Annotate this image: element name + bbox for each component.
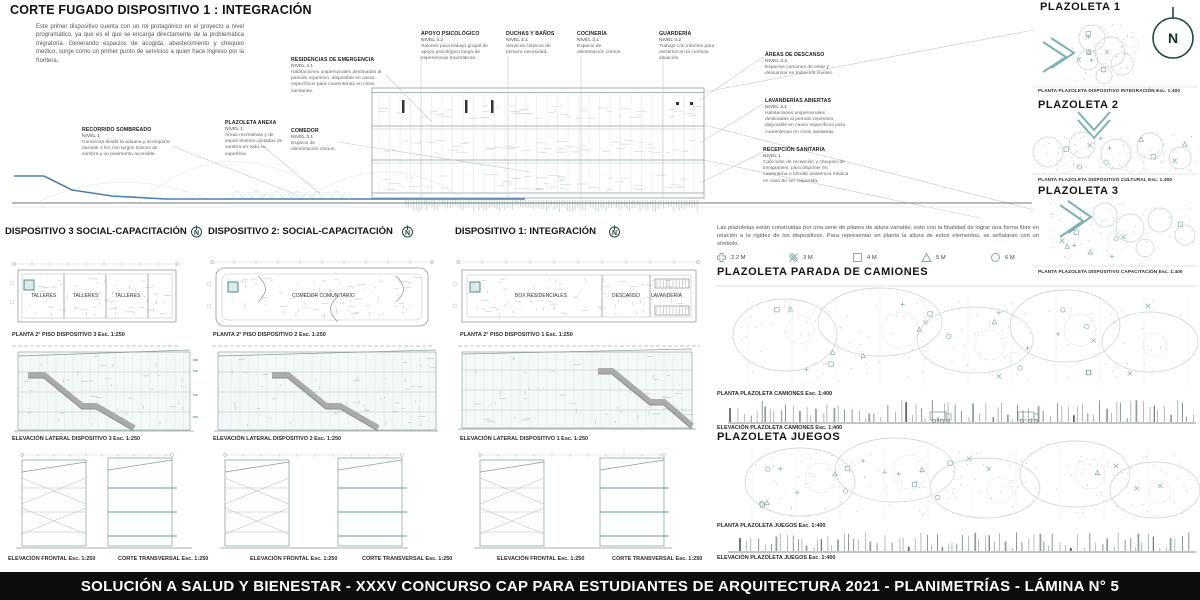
annotation-title: DUCHAS Y BAÑOS [506,31,555,37]
annotation-body: Espacio de alimentación común. [577,43,622,56]
dispositivo-3-title: DISPOSITIVO 3 SOCIAL-CAPACITACIÓN [5,226,187,237]
room-label-comedor-comunitario: COMEDOR COMUNITARIO [292,293,355,299]
room-label-box-residenciales: BOX RESIDENCIALES [515,293,567,299]
plazoleta-3-title: PLAZOLETA 3 [1038,185,1119,197]
annotation-level: NIVEL 1 [763,153,782,159]
annotation-level: NIVEL 1 [82,133,101,139]
annotation-title: APOYO PSICOLÓGICO [421,31,480,37]
juegos-elev-caption: ELEVACIÓN PLAZOLETA JUEGOS Esc. 1:400 [717,555,836,561]
svg-text:N: N [404,229,411,237]
room-label-talleres: TALLERES [31,293,57,299]
annotation-body: Áreas recreativas y de esparcimiento, dotadas de sombra en toda su superficie. [225,132,283,157]
annotation-body: Comienza desde la aduana y acompaña durante 2 km con largos tramos de sombra y un pavimento accesible. [82,139,170,158]
annotation-body: Cubículos de recepción y chequeo de inmigrantes, para disponer en cuarentena o brindar asistencia médica en caso de ser requerida. [763,159,849,184]
triangle-symbol-icon [921,252,932,263]
annotation-plazoleta-anexa [225,120,289,158]
compass-north-label: N [1167,30,1179,46]
legend-item-4m [852,252,877,263]
plan-caption-d3: PLANTA 2° PISO DISPOSITIVO 3 Esc. 1:250 [12,332,125,338]
plazoleta-2-title: PLAZOLETA 2 [1038,99,1119,111]
room-label-descanso: DESCANSO [612,293,641,299]
corte-intro: Este primer dispositivo cuenta con un rol protagónico en el proyecto a nivel programático, ya que es el que se encarga directamente de la problemática migratoria. Generando espacios de acogida, abastecimiento y chequeo medico, surge como un primer punto de servicios a quien hace ingreso por la frontera. [36,24,244,64]
plazoleta-camiones-title: PLAZOLETA PARADA DE CAMIONES [717,266,929,278]
annotation-apoyo-psicologico [421,31,501,63]
dispositivo-1-title: DISPOSITIVO 1: INTEGRACIÓN [455,226,596,237]
legend-item-2-2m [716,252,746,263]
lateral-elevations-drawing [14,349,696,431]
annotation-cocineria [577,31,629,56]
annotation-level: NIVEL 3.1 [291,134,314,140]
annotation-title: RECEPCIÓN SANITARIA [763,147,826,153]
annotation-title: PLAZOLETA ANEXA [225,120,277,126]
square-symbol-icon [852,252,863,263]
lateral-caption-d1: ELEVACIÓN LATERAL DISPOSITIVO 1 Esc. 1:250 [460,436,589,442]
legend-item-5m [921,252,946,263]
annotation-body: Habitaciones unipersonales destinadas al periodo repentino, disponible en casos específicos para cuarentenas en crisis sanitarias. [291,69,382,94]
legend-label: 6 M [1005,254,1015,261]
lateral-caption-d3: ELEVACIÓN LATERAL DISPOSITIVO 3 Esc. 1:250 [12,436,141,442]
annotation-level: NIVEL 4.2 [421,37,444,43]
legend-item-6m [990,252,1015,263]
annotation-level: NIVEL 1 [225,126,244,132]
frontal-elevations-drawing [16,453,672,548]
frontal-caption-d2: ELEVACIÓN FRONTAL Esc. 1:250 [250,556,338,562]
camiones-plan-caption: PLANTA PLAZOLETA CAMIONES Esc. 1:400 [717,391,833,397]
annotation-level: NIVEL 4.2 [659,37,682,43]
x-symbol-icon [788,252,799,263]
plazoleta-camiones-drawing [715,286,1198,423]
annotation-guarderia [659,31,721,63]
svg-text:N: N [193,229,200,237]
legend-label: 5 M [936,254,946,261]
legend-label: 2.2 M [731,254,746,261]
north-arrow-icon [608,225,621,238]
transversal-caption-d1: CORTE TRANSVERSAL Esc. 1:250 [612,556,703,562]
plazoleta-3-caption: PLANTA PLAZOLETA DISPOSITIVO CAPACITACIÓN Esc. 1:400 [1038,269,1183,274]
annotation-body: Habitaciones unipersonales destinadas al periodo repentino, disponible en casos específicos para cuarentenas en crisis sanitarias. [765,110,845,135]
frontal-caption-d3: ELEVACIÓN FRONTAL Esc. 1:250 [8,556,96,562]
annotation-title: LAVANDERÍAS ABIERTAS [765,98,832,104]
annotation-body: Salones para trabajo grupal de apoyo psicológico luego de experiencias traumáticas. [421,43,488,62]
footer-text: SOLUCIÓN A SALUD Y BIENESTAR - XXXV CONCURSO CAP PARA ESTUDIANTES DE ARQUITECTURA 2021 - PLANIMETRÍAS - LÁMINA N° 5 [80,577,1120,595]
annotation-areas-descanso [765,52,843,77]
room-label-talleres: TALLERES [115,293,141,299]
annotation-level: NIVEL 3.2 [765,58,788,64]
plan-caption-d2: PLANTA 2° PISO DISPOSITIVO 2 Esc. 1:250 [213,332,326,338]
plazoleta-1-caption: PLANTA PLAZOLETA DISPOSITIVO INTEGRACIÓN Esc. 1:400 [1038,88,1181,93]
legend-label: 4 M [867,254,877,261]
north-arrow-icon [401,225,414,238]
annotation-recepcion-sanitaria [763,147,851,185]
annotation-comedor [291,128,341,153]
annotation-level: NIVEL 4.1 [291,63,314,69]
annotation-title: COMEDOR [291,128,319,134]
transversal-caption-d3: CORTE TRANSVERSAL Esc. 1:250 [118,556,209,562]
cross-symbol-icon [716,252,727,263]
annotation-recorrido-sombreado [82,127,170,159]
annotation-title: GUARDERÍA [659,31,692,37]
camiones-elev-caption: ELEVACIÓN PLAZOLETA CAMIONES Esc. 1:400 [717,425,843,431]
transversal-caption-d2: CORTE TRANSVERSAL Esc. 1:250 [362,556,453,562]
plazoleta-juegos-title: PLAZOLETA JUEGOS [717,431,841,443]
annotation-lavanderias-abiertas [765,98,845,136]
annotation-title: RECORRIDO SOMBREADO [82,127,152,133]
annotation-body: Espacios comunes de estar y descanzar en todos los niveles. [765,64,834,77]
frontal-caption-d1: ELEVACIÓN FRONTAL Esc. 1:250 [497,556,585,562]
plazoleta-1-title: PLAZOLETA 1 [1040,1,1121,13]
corte-title: CORTE FUGADO DISPOSITIVO 1 : INTEGRACIÓN [10,3,312,17]
plazoleta-2-caption: PLANTA PLAZOLETA DISPOSITIVO CULTURAL Esc. 1:400 [1038,177,1173,182]
legend-item-3m [788,252,813,263]
juegos-pl an-caption: PLANTA PLAZOLETA JUEGOS Esc. 1:400 [717,523,826,529]
room-label-talleres: TALLERES [73,293,99,299]
svg-text:N: N [611,229,618,237]
room-label-lavanderia: LAVANDERÍA [651,293,682,299]
plazoletas-intro: Las plazoletas están construidas por una serie de pilares de altura variable, esto con la finalidad de lograr una forma libre en relación a la rigidez de los dispositivos. Para representar en planta la altura de estos elementos, se señalaran con un símbolo. [717,225,1039,247]
legend-label: 3 M [803,254,813,261]
annotation-title: RESIDENCIAS DE EMERGENCIA [291,57,375,63]
north-arrow-icon [190,225,203,238]
lateral-caption-d2: ELEVACIÓN LATERAL DISPOSITIVO 2 Esc. 1:250 [213,436,342,442]
annotation-body: Trabajo con infantes para asistirlos en la confusa situación. [659,43,715,62]
sheet-footer [0,572,1200,600]
annotation-level: NIVEL 2.1 [506,37,529,43]
plan-caption-d1: PLANTA 2° PISO DISPOSITIVO 1 Esc. 1:250 [460,332,573,338]
circle-symbol-icon [990,252,1001,263]
annotation-title: ÁREAS DE DESCANSO [765,52,825,58]
dispositivo-2-title: DISPOSITIVO 2: SOCIAL-CAPACITACIÓN [208,226,393,237]
annotation-level: NIVEL 3.1 [577,37,600,43]
annotation-body: Servicios básicos de primera necesidad. [506,43,551,56]
plazoleta-juegos-drawing [728,438,1200,552]
annotation-residencias-emergencia [291,57,389,95]
annotation-title: COCINERÍA [577,31,608,37]
annotation-duchas-banos [506,31,568,56]
annotation-level: NIVEL 2.1 [765,104,788,110]
annotation-body: Espacio de alimentación común. [291,140,336,153]
